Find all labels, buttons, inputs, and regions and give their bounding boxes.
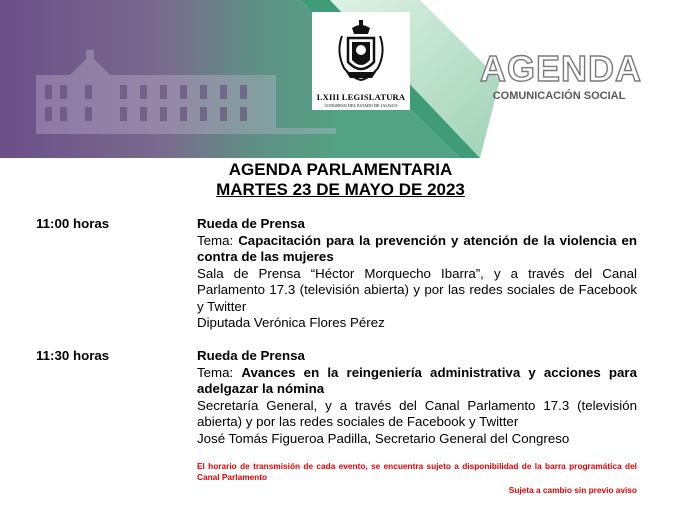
topic-label: Tema: bbox=[197, 232, 239, 248]
event-details bbox=[197, 348, 637, 447]
event-time: 11:00 horas bbox=[36, 216, 110, 231]
event-title: Rueda de Prensa bbox=[197, 216, 305, 231]
topic-label: Tema: bbox=[197, 364, 242, 380]
agenda-title: AGENDA PARLAMENTARIA bbox=[228, 160, 453, 179]
event-time: 11:30 horas bbox=[36, 348, 110, 363]
logo-title: LXIII LEGISLATURA bbox=[316, 92, 406, 102]
header-banner bbox=[0, 0, 681, 158]
event-topic bbox=[197, 365, 637, 398]
event-details bbox=[197, 216, 637, 332]
agenda-brand-title: AGENDA bbox=[480, 48, 643, 89]
event-speaker: José Tomás Figueroa Padilla, Secretario General del Congreso bbox=[197, 430, 570, 446]
event-title: Rueda de Prensa bbox=[197, 348, 305, 363]
event-topic bbox=[197, 233, 637, 266]
agenda-brand-subtitle: COMUNICACIÓN SOCIAL bbox=[492, 90, 626, 102]
event-place: Secretaría General, y a través del Canal Parlamento 17.3 (televisión abierta) y por las redes sociales de Facebook y Twitter bbox=[197, 397, 637, 429]
agenda-date bbox=[0, 180, 681, 200]
event-speaker: Diputada Verónica Flores Pérez bbox=[197, 315, 385, 330]
topic-text: Avances en la reingeniería administrativa y acciones para adelgazar la nómina bbox=[197, 364, 637, 396]
agenda-date-text: MARTES 23 DE MAYO DE 2023 bbox=[216, 180, 465, 199]
event-place: Sala de Prensa “Héctor Morquecho Ibarra”, y a través del Canal Parlamento 17.3 (televisión abierta) y por las redes sociales de Facebook y Twitter bbox=[197, 265, 637, 314]
change-notice: Sujeta a cambio sin previo aviso bbox=[508, 485, 637, 495]
legislature-logo bbox=[312, 12, 410, 110]
coat-of-arms-icon bbox=[312, 12, 410, 92]
logo-subtitle: CONGRESO DEL ESTADO DE JALISCO bbox=[324, 103, 398, 108]
broadcast-disclaimer: El horario de transmisión de cada evento, se encuentra sujeto a disponibilidad de la barra programática del Canal Parlamento bbox=[197, 461, 637, 482]
topic-text: Capacitación para la prevención y atención de la violencia en contra de las mujeres bbox=[197, 232, 638, 264]
